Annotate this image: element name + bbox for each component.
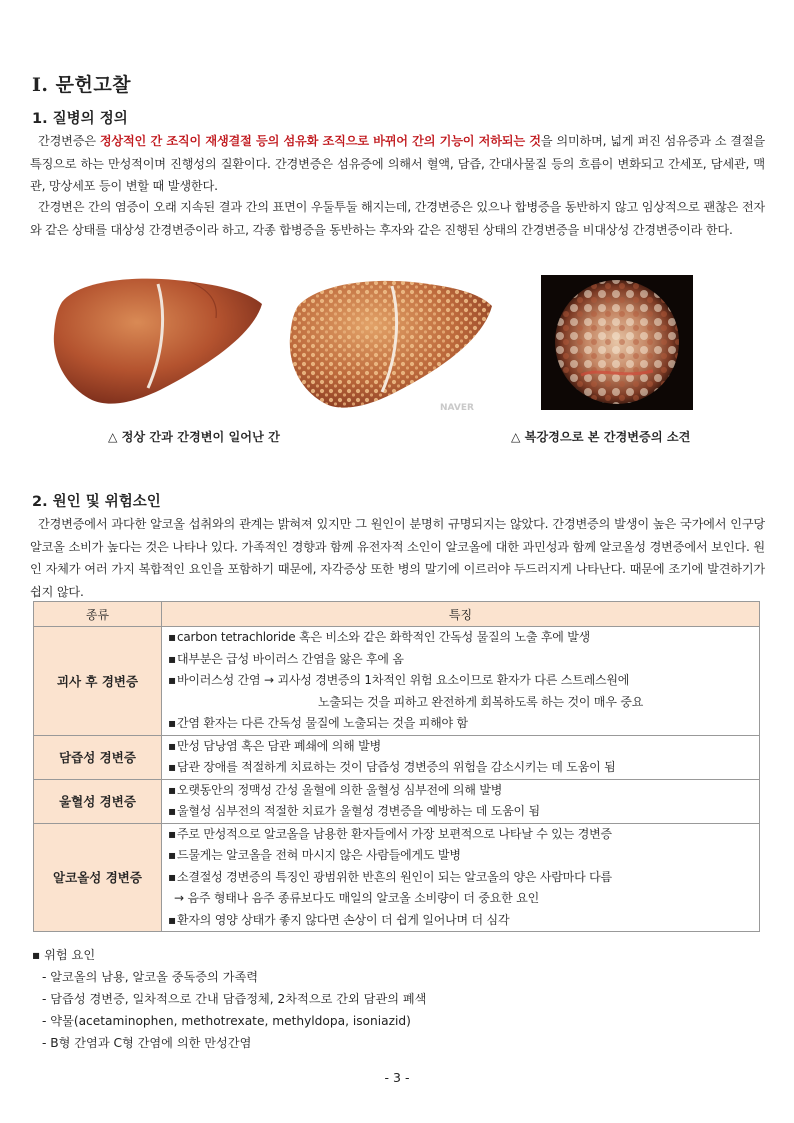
section2-heading: 2. 원인 및 위험소인 <box>32 494 161 510</box>
header-feature: 특징 <box>162 602 760 627</box>
type-cell: 담즙성 경변증 <box>34 735 162 779</box>
risk-item: - 담즙성 경변증, 일차적으로 간내 담즙정체, 2차적으로 간외 담관의 폐색 <box>42 992 427 1006</box>
list-item: ▪담관 장애를 적절하게 치료하는 것이 담즙성 경변증의 위험을 감소시키는 데 도움이 됨 <box>168 760 616 774</box>
cirrhosis-types-table <box>33 601 760 932</box>
table-row <box>34 627 760 736</box>
list-item: ▪오랫동안의 정맥성 간성 울혈에 의한 울혈성 심부전에 의해 발병 <box>168 782 503 797</box>
caption-liver-comparison: △ 정상 간과 간경변이 일어난 간 <box>108 430 280 444</box>
watermark-text: NAVER <box>440 403 474 413</box>
compensation-paragraph: 간경변은 간의 염증이 오래 지속된 결과 간의 표면이 우둘투둘 해지는데, 간경변증은 있으나 합병증을 동반하지 않고 임상적으로 괜찮은 전자와 같은 상태를 대상성 간경변증이라 하고, 각종 합병증을 동반하는 후자와 같은 진행된 상태의 간경변증을 비대상성 간경변증이라 한다. <box>30 200 765 237</box>
page-number: - 3 - <box>384 1070 410 1085</box>
list-item-continuation: 노출되는 것을 피하고 완전하게 회복하도록 하는 것이 매우 중요 <box>318 694 644 709</box>
feature-cell <box>162 779 760 823</box>
header-type: 종류 <box>34 602 162 627</box>
table-row <box>34 735 760 779</box>
type-cell: 알코올성 경변증 <box>34 823 162 932</box>
highlighted-definition: 정상적인 간 조직이 재생결절 등의 섬유화 조직으로 바뀌어 간의 기능이 저하되는 것 <box>99 134 541 148</box>
list-item: ▪울혈성 심부전의 적절한 치료가 울혈성 경변증을 예방하는 데 도움이 됨 <box>168 804 540 818</box>
text-span: 간경변증은 <box>38 134 100 148</box>
list-item: ▪바이러스성 간염 → 괴사성 경변증의 1차적인 위험 요소이므로 환자가 다른 스트레스원에 <box>168 673 630 687</box>
risk-item: - B형 간염과 C형 간염에 의한 만성간염 <box>42 1036 252 1050</box>
section1-heading: 1. 질병의 정의 <box>32 111 128 127</box>
type-cell: 괴사 후 경변증 <box>34 627 162 736</box>
table-header-row <box>34 602 760 627</box>
risk-factors <box>32 944 426 1054</box>
risk-item: - 알코올의 남용, 알코올 중독증의 가족력 <box>42 970 259 984</box>
list-item: ▪드물게는 알코올을 전혀 마시지 않은 사람들에게도 발병 <box>168 848 461 862</box>
feature-cell <box>162 735 760 779</box>
feature-cell <box>162 627 760 736</box>
text-span: 을 의미하며, 넓게 퍼진 섬유증과 소 결절을 특징으로 하는 만성적이며 진행성의 질환이다. 간경변증은 섬유증에 의해서 혈액, 담즙, 간대사물질 등의 흐름이 변화되고 간세포, 담세관, 맥관, 망상세포 등이 변할 때 발생한다. <box>30 134 765 193</box>
list-item: ▪환자의 영양 상태가 좋지 않다면 손상이 더 쉽게 일어나며 더 심각 <box>168 912 510 927</box>
risk-item: - 약물(acetaminophen, methotrexate, methyldopa, isoniazid) <box>42 1014 411 1028</box>
list-item: ▪만성 담낭염 혹은 담관 폐쇄에 의해 발병 <box>168 738 381 753</box>
chapter-title: Ⅰ. 문헌고찰 <box>32 74 132 96</box>
list-item: ▪대부분은 급성 바이러스 간염을 앓은 후에 옴 <box>168 651 404 666</box>
list-item: ▪간염 환자는 다른 간독성 물질에 노출되는 것을 피해야 함 <box>168 716 468 730</box>
list-item: ▪소결절성 경변증의 특징인 광범위한 반흔의 원인이 되는 알코올의 양은 사람마다 다름 <box>168 869 612 884</box>
type-cell: 울혈성 경변증 <box>34 779 162 823</box>
laparoscopy-image <box>541 275 693 410</box>
liver-comparison-image <box>40 262 496 422</box>
table-row <box>34 823 760 932</box>
caption-laparoscopy: △ 복강경으로 본 간경변증의 소견 <box>511 430 691 444</box>
list-item: ▪주로 만성적으로 알코올을 남용한 환자들에서 가장 보편적으로 나타날 수 있는 경변증 <box>168 826 612 841</box>
list-item: ▪carbon tetrachloride 혹은 비소와 같은 화학적인 간독성 물질의 노출 후에 발생 <box>168 630 591 644</box>
cause-paragraph: 간경변증에서 과다한 알코올 섭취와의 관계는 밝혀져 있지만 그 원인이 분명히 규명되지는 않았다. 간경변증의 발생이 높은 국가에서 인구당 알코올 소비가 높다는 것은 나타나 있다. 가족적인 경향과 함께 유전자적 소인이 알코올에 대한 과민성과 함께 알코올성 경변증에서 보인다. 원인 자체가 여러 가지 복합적인 요인을 포함하기 때문에, 자각증상 또한 병의 말기에 이르러야 두드러지게 나타난다. 때문에 조기에 발견하기가 쉽지 않다. <box>30 517 765 599</box>
risk-title: ▪ 위험 요인 <box>32 948 96 962</box>
definition-paragraph <box>30 130 765 198</box>
list-item-continuation: → 음주 형태나 음주 종류보다도 매일의 알코올 소비량이 더 중요한 요인 <box>174 891 539 905</box>
feature-cell <box>162 823 760 932</box>
table-row <box>34 779 760 823</box>
